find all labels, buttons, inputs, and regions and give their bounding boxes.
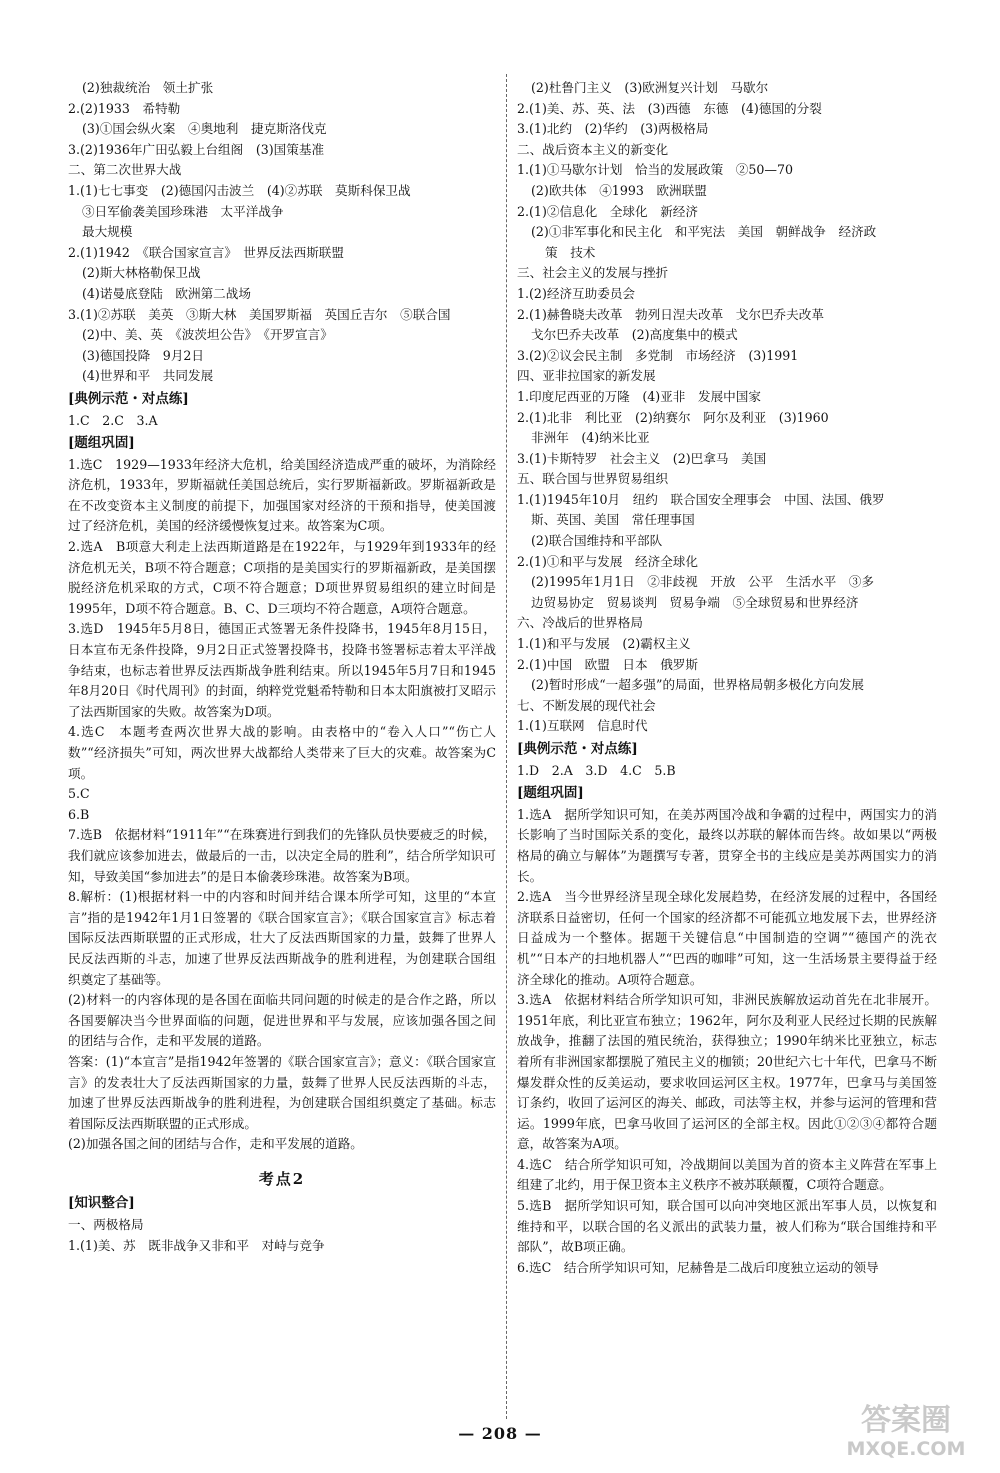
explanation-paragraph: (2)材料一的内容体现的是各国在面临共同问题的时候走的是合作之路，所以各国要解决当今世界面临的问题，促进世界和平与发展，应该加强各国之间的团结与合作，走和平发展的道路。 xyxy=(68,992,496,1049)
explanation-paragraph: 8.解析：(1)根据材料一中的内容和时间并结合课本所学可知，这里的“本宣言”指的是1942年1月1日签署的《联合国家宣言》；《联合国家宣言》标志着国际反法西斯联盟的正式形成，壮大了反法西斯国家的力量，鼓舞了世界人民反法西斯的斗志，加速了世界反法西斯战争的胜利进程，为创建联合国组织奠定了基础等。 xyxy=(68,889,496,987)
text-line: 1.(1)美、苏 既非战争又非和平 对峙与竞争 xyxy=(68,1237,325,1253)
text-line: (2)独裁统治 领土扩张 xyxy=(82,80,214,95)
explanation-paragraph: 5.C xyxy=(68,786,90,802)
text-line: 非洲年 (4)纳米比亚 xyxy=(531,430,650,446)
text-line: (2)欧共体 ④1993 欧洲联盟 xyxy=(531,182,707,198)
text-line: 2.(1)②信息化 全球化 新经济 xyxy=(517,203,698,219)
text-line: (2)1995年1月1日 ②非歧视 开放 公平 生活水平 ③多 xyxy=(531,574,874,590)
right-column xyxy=(517,78,937,1278)
text-line: 2.(1)北非 利比亚 (2)纳赛尔 阿尔及利亚 (3)1960 xyxy=(517,409,829,425)
text-line: 1.(1)互联网 信息时代 xyxy=(517,718,648,734)
text-line: 3.(2)②议会民主制 多党制 市场经济 (3)1991 xyxy=(517,347,799,363)
kaodian-title: 考点2 xyxy=(258,1169,306,1188)
text-line: 1.(1)和平与发展 (2)霸权主义 xyxy=(517,636,691,652)
text-line: 策 技术 xyxy=(545,244,596,260)
section-heading-knowledge: [知识整合] xyxy=(68,1195,135,1212)
text-line: 戈尔巴乔夫改革 (2)高度集中的模式 xyxy=(531,327,738,343)
left-bottom-lines xyxy=(68,1215,496,1256)
text-line: 2.(1)①和平与发展 经济全球化 xyxy=(517,553,698,569)
watermark-logo xyxy=(826,1400,986,1462)
text-line: 五、联合国与世界贸易组织 xyxy=(517,471,669,487)
text-line: 3.(1)卡斯特罗 社会主义 (2)巴拿马 美国 xyxy=(517,450,767,466)
left-knowledge-lines xyxy=(68,78,496,387)
explanation-paragraph: 3.选D 1945年5月8日，德国正式签署无条件投降书，1945年8月15日，日本宣布无条件投降，9月2日正式签署投降书，投降书签署标志着太平洋战争结束，也标志着世界反法西斯战争胜利结束。所以1945年5月7日和1945年8月20日《时代周刊》的封面，纳粹党党魁希特勒和日本太阳旗被打叉昭示了法西斯国家的失败。故答案为D项。 xyxy=(68,621,496,719)
text-line: 边贸易协定 贸易谈判 贸易争端 ⑤全球贸易和世界经济 xyxy=(531,594,859,610)
page-number: — 208 — xyxy=(458,1424,542,1443)
text-line: 1.印度尼西亚的万隆 (4)亚非 发展中国家 xyxy=(517,388,761,404)
explanation-paragraph: 1.选C 1929—1933年经济大危机，给美国经济造成严重的破坏，为消除经济危机，1933年，罗斯福就任美国总统后，实行罗斯福新政。罗斯福新政是在不改变资本主义制度的前提下，加强国家对经济的干预和指导，使美国渡过了经济危机，美国的经济缓慢恢复过来。故答案为C项。 xyxy=(68,456,496,534)
text-line: 最大规模 xyxy=(82,224,133,240)
explanation-paragraph: 6.B xyxy=(68,806,90,822)
text-line: (2)①非军事化和民主化 和平宪法 美国 朝鲜战争 经济政 xyxy=(531,224,877,240)
explanation-paragraph: (2)加强各国之间的团结与合作，走和平发展的道路。 xyxy=(68,1136,363,1152)
explanation-paragraph: 3.选A 依据材料结合所学知识可知，非洲民族解放运动首先在北非展开。1951年底，利比亚宣布独立；1962年，阿尔及利亚人民经过长期的民族解放战争，推翻了法国的殖民统治，获得独立；1990年纳米比亚独立，标志着所有非洲国家都摆脱了殖民主义的枷锁；20世纪六七十年代，巴拿马不断爆发群众性的反美运动，要求收回运河区主权。1977年，巴拿马与美国签订条约，收回了运河区的海关、邮政，司法等主权，并参与运河的管理和营运。1999年底，巴拿马收回了运河区的全部主权。因此①②③④都符合题意，故答案为A项。 xyxy=(517,992,937,1152)
answers-line: 1.D 2.A 3.D 4.C 5.B xyxy=(517,762,676,778)
text-line: 七、不断发展的现代社会 xyxy=(517,697,656,713)
text-line: ③日军偷袭美国珍珠港 太平洋战争 xyxy=(82,203,284,219)
text-line: 2.(1)中国 欧盟 日本 俄罗斯 xyxy=(517,656,698,672)
explanation-paragraph: 2.选A 当今世界经济呈现全球化发展趋势，在经济发展的过程中，各国经济联系日益密切，任何一个国家的经济都不可能孤立地发展下去，世界经济日益成为一个整体。据题干关键信息“中国制造的空调”“德国产的洗衣机”“日本产的扫地机器人”“巴西的咖啡”可知，这一生活场景主要得益于经济全球化的推动。A项符合题意。 xyxy=(517,889,937,987)
right-knowledge-lines xyxy=(517,78,937,737)
text-line: (2)斯大林格勒保卫战 xyxy=(82,265,201,281)
section-heading-consolidation: [题组巩固] xyxy=(517,785,584,802)
explanation-paragraph: 答案：(1)“本宣言”是指1942年签署的《联合国家宣言》；意义：《联合国家宣言》的发表壮大了反法西斯国家的力量，鼓舞了世界人民反法西斯的斗志，加速了世界反法西斯战争的胜利进程，为创建联合国组织奠定了基础。标志着国际反法西斯联盟的正式形成。 xyxy=(68,1053,496,1131)
text-line: 二、战后资本主义的新变化 xyxy=(517,141,669,157)
text-line: 2.(1)赫鲁晓夫改革 勃列日涅夫改革 戈尔巴乔夫改革 xyxy=(517,306,824,322)
text-line: 六、冷战后的世界格局 xyxy=(517,615,643,631)
text-line: 2.(2)1933 希特勒 xyxy=(68,100,181,116)
text-line: 一、两极格局 xyxy=(68,1217,144,1233)
text-line: (2)中、美、英 《波茨坦公告》 《开罗宣言》 xyxy=(82,327,333,343)
text-line: (3)德国投降 9月2日 xyxy=(82,347,205,363)
text-line: 3.(1)北约 (2)华约 (3)两极格局 xyxy=(517,121,709,137)
explanation-paragraph: 7.选B 依据材料“1911年”“在珠赛进行到我们的先锋队员快要疲乏的时候，我们就应该参加进去，做最后的一击，以决定全局的胜利”，结合所学知识可知，导致美国“参加进去”的是日本偷袭珍珠港。故答案为B项。 xyxy=(68,827,496,884)
text-line: 2.(1)1942 《联合国家宣言》 世界反法西斯联盟 xyxy=(68,244,344,260)
explanation-paragraph: 6.选C 结合所学知识可知，尼赫鲁是二战后印度独立运动的领导 xyxy=(517,1259,879,1275)
answers-line: 1.C 2.C 3.A xyxy=(68,412,158,428)
watermark-top-text: 答案圈 xyxy=(861,1403,951,1438)
section-heading-examples: [典例示范・对点练] xyxy=(68,390,189,407)
explanation-paragraph: 4.选C 本题考查两次世界大战的影响。由表格中的“卷入人口”“伤亡人数”“经济损失”可知，两次世界大战都给人类带来了巨大的灾难。故答案为C项。 xyxy=(68,724,496,781)
text-line: 3.(1)②苏联 美英 ③斯大林 美国罗斯福 英国丘吉尔 ⑤联合国 xyxy=(68,306,451,322)
text-line: 3.(2)1936年广田弘毅上台组阁 (3)国策基准 xyxy=(68,141,325,157)
text-line: (3)①国会纵火案 ④奥地利 捷克斯洛伐克 xyxy=(82,121,327,137)
text-line: (2)联合国维持和平部队 xyxy=(531,533,663,549)
left-explanations xyxy=(68,455,496,1155)
text-line: (4)诺曼底登陆 欧洲第二战场 xyxy=(82,285,251,301)
text-line: 斯、英国、美国 常任理事国 xyxy=(531,512,695,528)
text-line: 2.(1)美、苏、英、法 (3)西德 东德 (4)德国的分裂 xyxy=(517,100,822,116)
explanation-paragraph: 4.选C 结合所学知识可知，冷战期间以美国为首的资本主义阵营在军事上组建了北约，用于保卫资本主义秩序不被苏联颠覆，C项符合题意。 xyxy=(517,1156,937,1193)
explanation-paragraph: 1.选A 据所学知识可知，在美苏两国冷战和争霸的过程中，两国实力的消长影响了当时国际关系的变化，最终以苏联的解体而告终。故如果以“两极格局的确立与解体”为题撰写专著，贯穿全书的主线应是美苏两国实力的消长。 xyxy=(517,806,937,884)
text-line: 1.(1)①马歇尔计划 恰当的发展政策 ②50—70 xyxy=(517,162,793,178)
explanation-paragraph: 5.选B 据所学知识可知，联合国可以向冲突地区派出军事人员，以恢复和维持和平，以联合国的名义派出的武装力量，被人们称为“联合国维持和平部队”，故B项正确。 xyxy=(517,1198,937,1255)
left-column xyxy=(68,78,496,1256)
text-line: 四、亚非拉国家的新发展 xyxy=(517,368,656,384)
text-line: (2)暂时形成“一超多强”的局面，世界格局朝多极化方向发展 xyxy=(531,677,864,693)
right-explanations xyxy=(517,805,937,1279)
column-divider xyxy=(506,74,507,1419)
text-line: 1.(2)经济互助委员会 xyxy=(517,285,636,301)
text-line: 二、第二次世界大战 xyxy=(68,162,182,178)
section-heading-examples: [典例示范・对点练] xyxy=(517,741,638,757)
text-line: 1.(1)七七事变 (2)德国闪击波兰 (4)②苏联 莫斯科保卫战 xyxy=(68,182,411,198)
watermark-bottom-text: MXQE.COM xyxy=(846,1438,966,1460)
explanation-paragraph: 2.选A B项意大利走上法西斯道路是在1922年，与1929年到1933年的经济危机无关，B项不符合题意；C项指的是美国实行的罗斯福新政，是美国摆脱经济危机采取的方式，C项不符合题意；D项世界贸易组织的建立时间是1995年，D项不符合题意。B、C、D三项均不符合题意，A项符合题意。 xyxy=(68,539,496,616)
text-line: 1.(1)1945年10月 纽约 联合国安全理事会 中国、法国、俄罗 xyxy=(517,491,885,507)
text-line: (2)杜鲁门主义 (3)欧洲复兴计划 马歇尔 xyxy=(531,80,769,95)
section-heading-consolidation: [题组巩固] xyxy=(68,435,135,452)
text-line: (4)世界和平 共同发展 xyxy=(82,368,214,384)
text-line: 三、社会主义的发展与挫折 xyxy=(517,265,669,281)
